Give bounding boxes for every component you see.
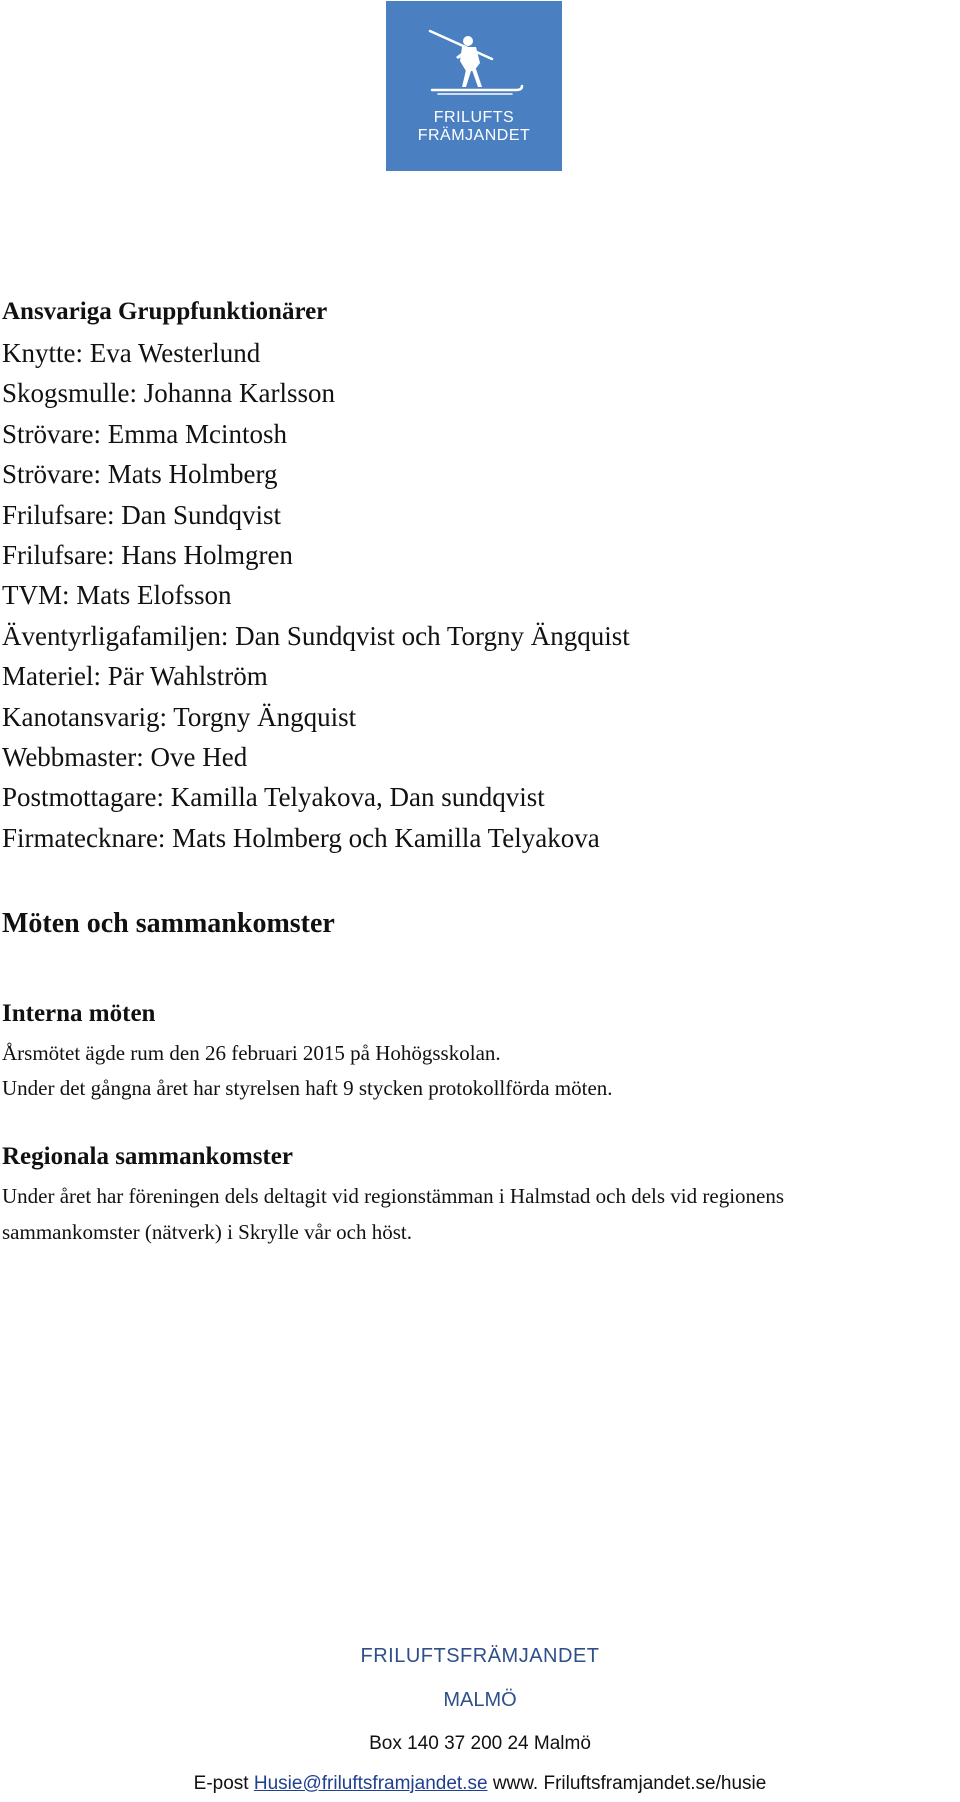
skier-with-pole-icon	[386, 1, 562, 111]
role-item: Strövare: Emma Mcintosh	[2, 418, 287, 449]
regional-meetings-text: sammankomster (nätverk) i Skrylle vår och höst.	[2, 1220, 412, 1244]
footer-website[interactable]: www. Friluftsframjandet.se/husie	[492, 1773, 767, 1794]
role-item: Kanotansvarig: Torgny Ängquist	[2, 701, 357, 732]
regional-meetings-heading: Regionala sammankomster	[2, 1143, 293, 1170]
role-item: Webbmaster: Ove Hed	[2, 741, 248, 772]
role-item: Materiel: Pär Wahlström	[2, 661, 268, 692]
footer-address: Box 140 37 200 24 Malmö	[369, 1733, 591, 1754]
footer-email-link[interactable]: Husie@friluftsframjandet.se	[253, 1773, 488, 1794]
meetings-heading: Möten och sammankomster	[2, 908, 335, 939]
roles-heading: Ansvariga Gruppfunktionärer	[2, 298, 328, 325]
footer-email-label: E-post	[193, 1773, 249, 1794]
friluftsframjandet-logo	[386, 1, 562, 171]
role-item: TVM: Mats Elofsson	[2, 580, 232, 611]
internal-meetings-text: Årsmötet ägde rum den 26 februari 2015 på Hohögsskolan.	[2, 1041, 501, 1065]
footer-city: MALMÖ	[443, 1689, 517, 1711]
regional-meetings-text: Under året har föreningen dels deltagit vid regionstämman i Halmstad och dels vid regionens	[2, 1184, 785, 1208]
footer-organization: FRILUFTSFRÄMJANDET	[360, 1645, 600, 1667]
logo-text-line1: FRILUFTS	[433, 109, 515, 126]
role-item: Postmottagare: Kamilla Telyakova, Dan sundqvist	[2, 782, 545, 813]
role-item: Firmatecknare: Mats Holmberg och Kamilla Telyakova	[2, 822, 600, 853]
role-item: Äventyrligafamiljen: Dan Sundqvist och Torgny Ängquist	[2, 620, 630, 651]
logo-text-line2: FRÄMJANDET	[417, 127, 531, 144]
role-item: Skogsmulle: Johanna Karlsson	[2, 378, 335, 409]
internal-meetings-heading: Interna möten	[2, 1000, 156, 1027]
internal-meetings-text: Under det gångna året har styrelsen haft 9 stycken protokollförda möten.	[2, 1076, 613, 1100]
role-item: Frilufsare: Hans Holmgren	[2, 539, 293, 570]
role-item: Frilufsare: Dan Sundqvist	[2, 499, 281, 530]
role-item: Strövare: Mats Holmberg	[2, 459, 278, 490]
role-item: Knytte: Eva Westerlund	[2, 338, 261, 368]
roles-list	[2, 333, 630, 858]
footer-contact	[0, 1773, 960, 1795]
